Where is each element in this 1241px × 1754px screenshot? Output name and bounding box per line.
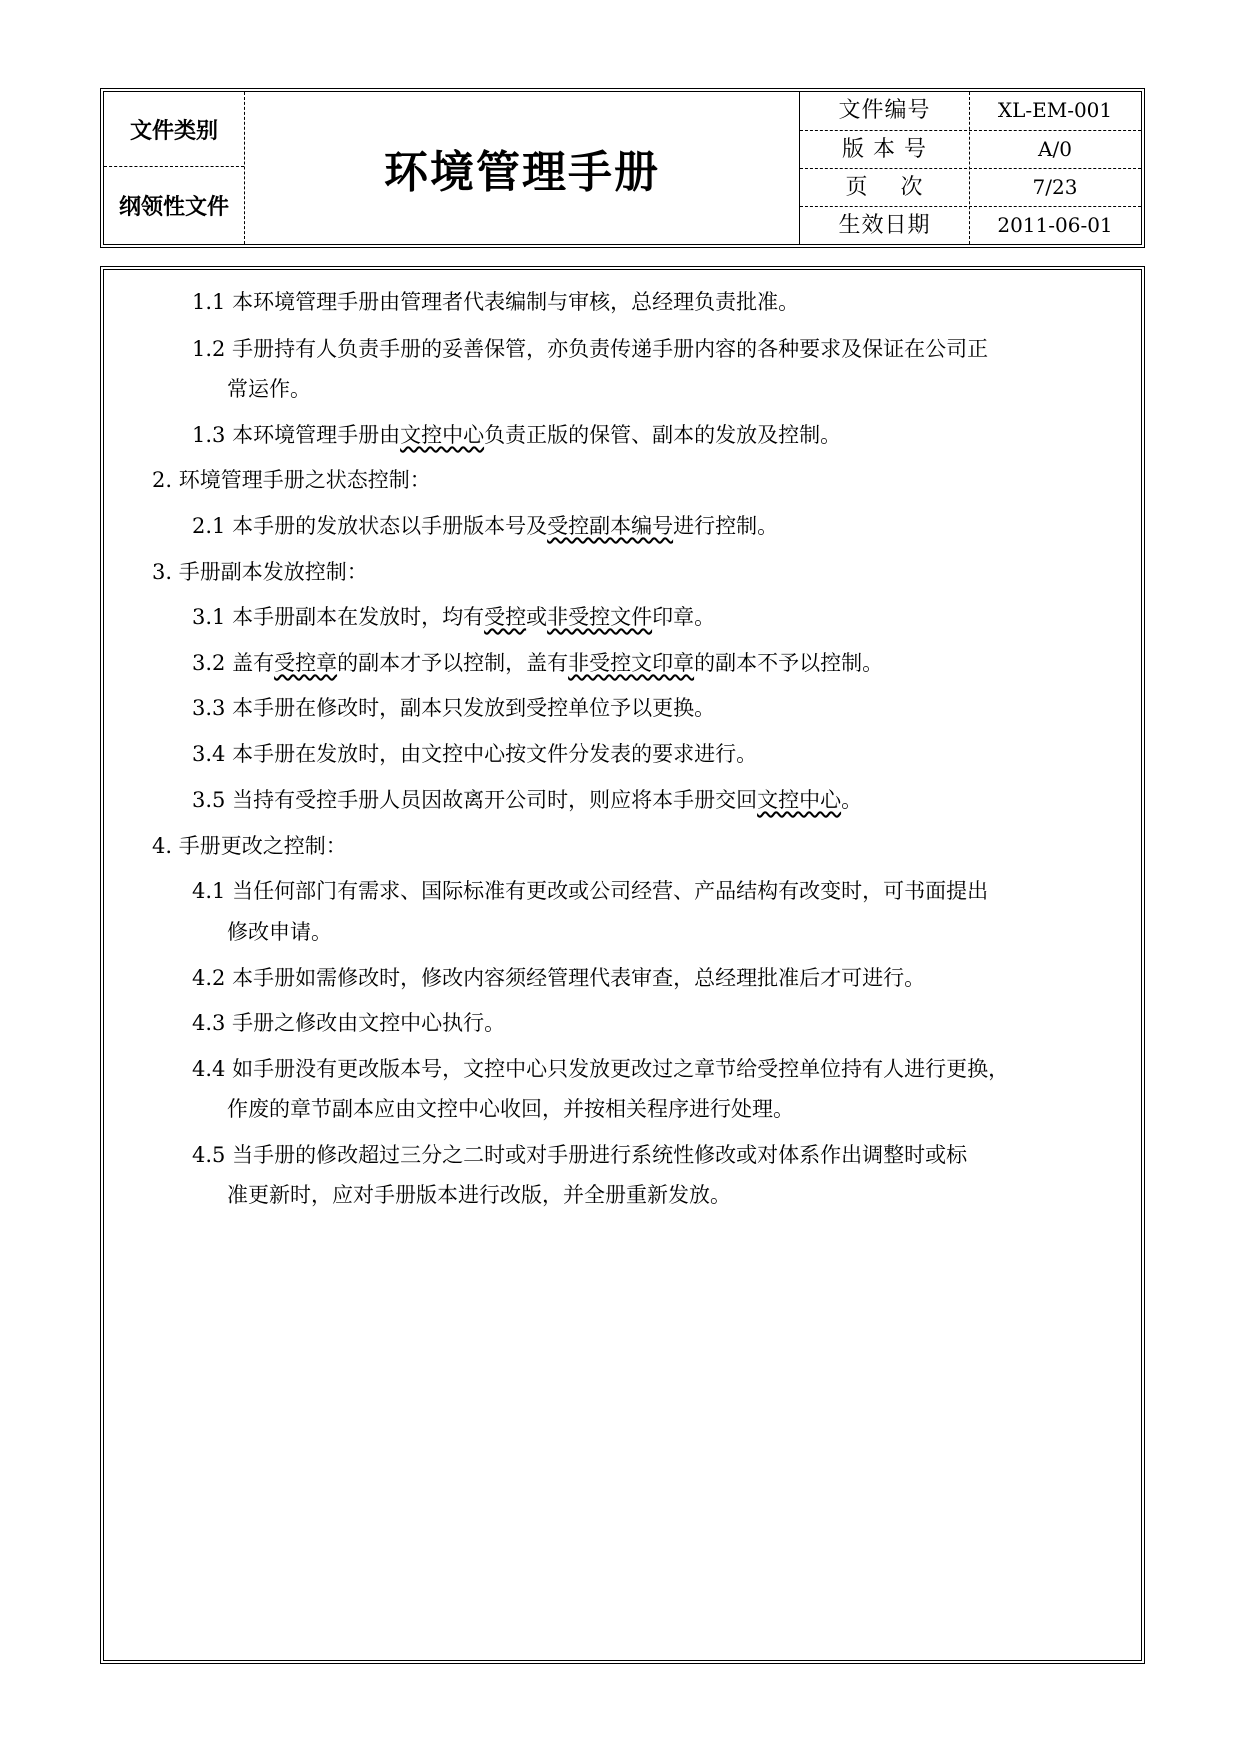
meta-value: 7/23 bbox=[1032, 175, 1078, 199]
paragraph-line: 1.3 本环境管理手册由文控中心负责正版的保管、副本的发放及控制。 bbox=[192, 423, 842, 447]
meta-value: A/0 bbox=[1038, 137, 1072, 161]
paragraph-line: 常运作。 bbox=[227, 377, 311, 401]
category-value: 纲领性文件 bbox=[118, 195, 229, 220]
section-heading: 2. 环境管理手册之状态控制： bbox=[152, 468, 431, 492]
section-heading: 3. 手册副本发放控制： bbox=[152, 560, 368, 584]
meta-key: 生效日期 bbox=[838, 213, 931, 238]
paragraph-line: 4.5 当手册的修改超过三分之二时或对手册进行系统性修改或对体系作出调整时或标 bbox=[192, 1143, 968, 1167]
meta-row-doc-number bbox=[800, 92, 1141, 130]
paragraph-line: 3.4 本手册在发放时，由文控中心按文件分发表的要求进行。 bbox=[192, 742, 758, 766]
paragraph-line: 修改申请。 bbox=[227, 920, 332, 944]
paragraph-line: 4.4 如手册没有更改版本号，文控中心只发放更改过之章节给受控单位持有人进行更换， bbox=[192, 1057, 1010, 1081]
paragraph-line: 2.1 本手册的发放状态以手册版本号及受控副本编号进行控制。 bbox=[192, 514, 779, 538]
paragraph-line: 3.1 本手册副本在发放时，均有受控或非受控文件印章。 bbox=[192, 605, 716, 629]
meta-key: 版 本 号 bbox=[842, 137, 927, 162]
paragraph-line: 3.3 本手册在修改时，副本只发放到受控单位予以更换。 bbox=[192, 696, 716, 720]
meta-key: 文件编号 bbox=[838, 98, 931, 123]
paragraph-line: 4.1 当任何部门有需求、国际标准有更改或公司经营、产品结构有改变时，可书面提出 bbox=[192, 879, 989, 903]
paragraph-line: 3.2 盖有受控章的副本才予以控制，盖有非受控文印章的副本不予以控制。 bbox=[192, 651, 884, 675]
meta-row-version bbox=[800, 130, 1141, 169]
meta-row-effective-date bbox=[800, 206, 1141, 245]
document-body bbox=[100, 266, 1145, 1664]
section-heading: 4. 手册更改之控制： bbox=[152, 834, 347, 858]
paragraph-line: 4.3 手册之修改由文控中心执行。 bbox=[192, 1011, 506, 1035]
meta-key: 页 次 bbox=[845, 175, 924, 200]
category-label: 文件类别 bbox=[104, 92, 244, 167]
meta-row-page bbox=[800, 168, 1141, 207]
meta-value: XL-EM-001 bbox=[997, 98, 1113, 122]
paragraph-line: 作废的章节副本应由文控中心收回，并按相关程序进行处理。 bbox=[227, 1097, 794, 1121]
document-header bbox=[100, 88, 1145, 248]
paragraph-line: 1.2 手册持有人负责手册的妥善保管，亦负责传递手册内容的各种要求及保证在公司正 bbox=[192, 337, 989, 361]
paragraph-line: 准更新时，应对手册版本进行改版，并全册重新发放。 bbox=[227, 1183, 731, 1207]
meta-value: 2011-06-01 bbox=[997, 213, 1113, 237]
paragraph-line: 4.2 本手册如需修改时，修改内容须经管理代表审查，总经理批准后才可进行。 bbox=[192, 966, 926, 990]
paragraph-line: 1.1 本环境管理手册由管理者代表编制与审核，总经理负责批准。 bbox=[192, 290, 800, 314]
document-title: 环境管理手册 bbox=[384, 147, 660, 198]
paragraph-line: 3.5 当持有受控手册人员因故离开公司时，则应将本手册交回文控中心。 bbox=[192, 788, 863, 812]
